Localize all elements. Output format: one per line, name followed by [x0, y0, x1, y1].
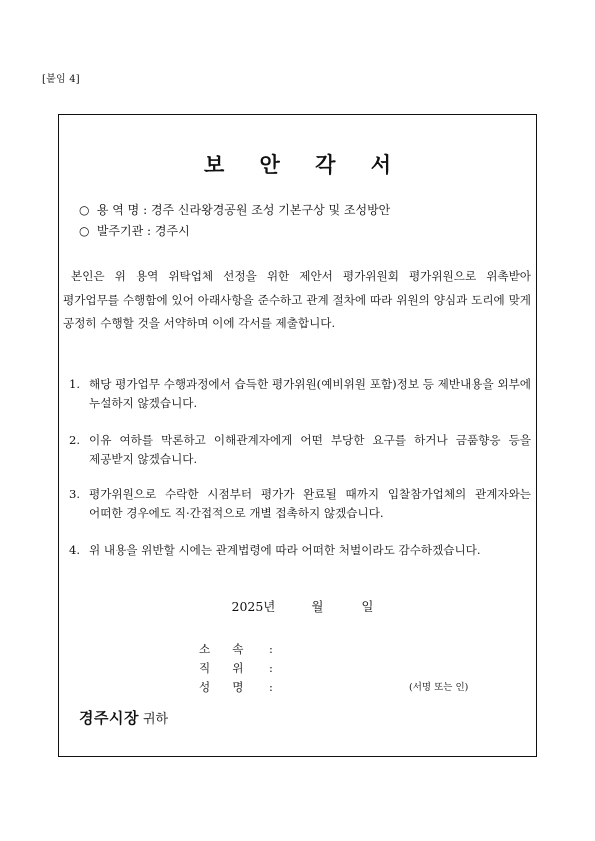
item-number: 3.	[69, 487, 81, 501]
pledge-item	[69, 485, 531, 523]
client-line	[79, 222, 190, 239]
addressee	[79, 707, 168, 728]
addressee-name: 경주시장	[79, 709, 139, 727]
date-day: 일	[361, 599, 374, 614]
item-number: 4.	[69, 543, 81, 557]
date-month: 월	[311, 599, 324, 614]
pledge-item	[69, 541, 531, 560]
item-text: 위 내용을 위반할 시에는 관계법령에 따라 어떠한 처벌이라도 감수하겠습니다.	[89, 543, 481, 557]
project-name-line	[79, 201, 390, 218]
client-label: 발주기관	[96, 224, 144, 238]
project-label: 용 역 명	[96, 203, 140, 217]
name-colon: :	[269, 680, 273, 694]
affiliation-label: 소속	[199, 642, 266, 656]
position-colon: :	[269, 661, 273, 675]
document-title: 보 안 각 서	[203, 152, 406, 177]
addressee-suffix: 귀하	[142, 712, 169, 727]
item-number: 1.	[69, 377, 81, 391]
item-text: 평가위원으로 수락한 시점부터 평가가 완료될 때까지 입찰참가업체의 관계자와는 어떠한 경우에도 직·간접적으로 개별 접촉하지 않겠습니다.	[89, 487, 531, 520]
intro-paragraph: 본인은 위 용역 위탁업체 선정을 위한 제안서 평가위원회 평가위원으로 위촉받아 평가업무를 수행함에 있어 아래사항을 준수하고 관계 절차에 따라 위원의 양심과 도리에 맞게 공정히 수행할 것을 서약하며 이에 각서를 제출합니다.	[63, 269, 531, 330]
name-line	[199, 679, 279, 695]
seal-note: (서명 또는 인)	[409, 682, 469, 693]
item-text: 해당 평가업무 수행과정에서 습득한 평가위원(예비위원 포함)정보 등 제반내용을 외부에 누설하지 않겠습니다.	[89, 377, 531, 410]
position-label: 직위	[199, 661, 266, 675]
client-separator: :	[147, 224, 152, 238]
pledge-document	[58, 114, 537, 757]
pledge-item	[69, 375, 531, 413]
pledge-item	[69, 431, 531, 469]
affiliation-line	[199, 641, 279, 657]
position-line	[199, 660, 279, 676]
date-year: 2025년	[231, 599, 276, 614]
circle-bullet-icon: ○	[79, 224, 90, 238]
affiliation-colon: :	[269, 642, 273, 656]
item-text: 이유 여하를 막론하고 이해관계자에게 어떤 부당한 요구를 하거나 금품향응 등을 제공받지 않겠습니다.	[89, 433, 531, 466]
circle-bullet-icon: ○	[79, 203, 90, 217]
date-line	[59, 597, 536, 615]
attachment-label: [붙임 4]	[42, 74, 80, 85]
name-label: 성명	[199, 680, 266, 694]
project-separator: :	[143, 203, 148, 217]
item-number: 2.	[69, 433, 81, 447]
client-value: 경주시	[154, 224, 190, 238]
project-value: 경주 신라왕경공원 조성 기본구상 및 조성방안	[150, 203, 391, 217]
